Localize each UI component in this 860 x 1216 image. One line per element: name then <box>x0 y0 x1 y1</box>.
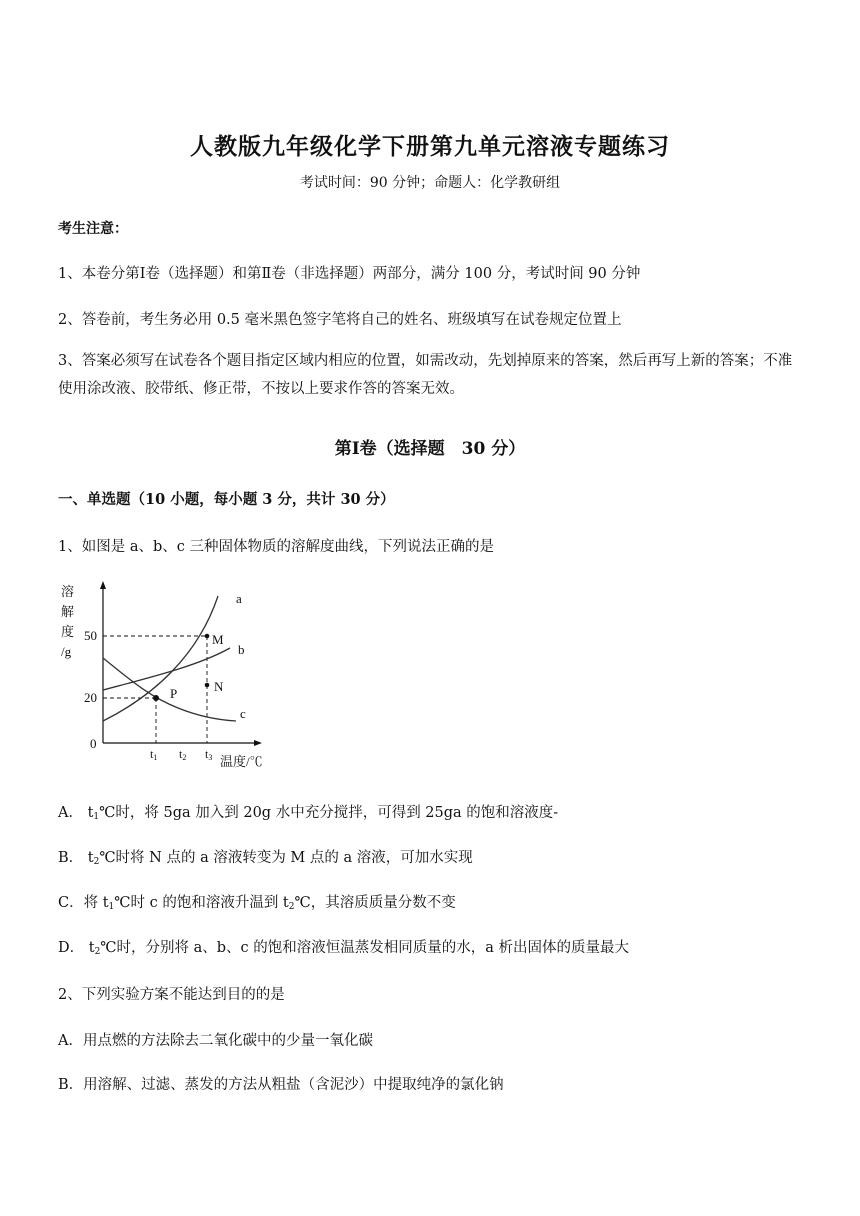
point-label-p: P <box>170 686 178 701</box>
page-title: 人教版九年级化学下册第九单元溶液专题练习 <box>190 133 670 160</box>
q1-option-c: C．将 $t_1℃$时 c 的饱和溶液升温到 $t_2℃$，其溶质质量分数不变 <box>58 895 456 912</box>
y-axis-label-1: 溶 <box>61 584 75 599</box>
y-tick-20: 20 <box>84 690 97 705</box>
q1-option-a: A． $t_1℃$时，将 5ga 加入到 20g 水中充分搅拌，可得到 25ga 的饱和溶液度- <box>58 805 559 822</box>
curve-b <box>103 648 230 690</box>
point-m <box>205 634 210 639</box>
x-axis-arrow <box>254 740 262 746</box>
question-1-stem: 1、如图是 a、b、c 三种固体物质的溶解度曲线，下列说法正确的是 <box>58 539 494 555</box>
notice-heading: 考生注意： <box>58 221 128 237</box>
point-label-n: N <box>214 679 224 694</box>
exam-meta: 考试时间：90 分钟；命题人：化学教研组 <box>299 175 561 191</box>
y-axis-label-2: 解 <box>61 604 75 619</box>
curve-label-b: b <box>238 642 245 657</box>
q2-option-a: A．用点燃的方法除去二氧化碳中的少量一氧化碳 <box>58 1033 373 1049</box>
q1-option-b: B． $t_2℃$时将 N 点的 a 溶液转变为 M 点的 a 溶液，可加水实现 <box>58 850 473 867</box>
section-title: 第Ⅰ卷（选择题 30 分） <box>334 439 526 459</box>
x-tick-t1: t1 <box>150 747 158 762</box>
q1-option-d: D． $t_2℃$时，分别将 a、b、c 的饱和溶液恒温蒸发相同质量的水，a 析出固体的质量最大 <box>58 940 630 957</box>
y-tick-50: 50 <box>84 628 97 643</box>
solubility-chart <box>58 578 298 778</box>
notice-2: 2、答卷前，考生务必用 0.5 毫米黑色签字笔将自己的姓名、班级填写在试卷规定位置上 <box>58 312 622 328</box>
point-n <box>205 683 210 688</box>
point-p <box>153 695 159 701</box>
question-2-stem: 2、下列实验方案不能达到目的的是 <box>58 987 285 1003</box>
curve-label-c: c <box>240 706 246 721</box>
notice-1: 1、本卷分第Ⅰ卷（选择题）和第Ⅱ卷（非选择题）两部分，满分 100 分，考试时间 90 分钟 <box>58 266 641 282</box>
y-axis-label-3: 度 <box>61 624 75 639</box>
point-label-m: M <box>212 632 224 647</box>
x-tick-t3: t3 <box>205 747 213 762</box>
curve-a <box>103 596 218 721</box>
notice-3: 3、答案必须写在试卷各个题目指定区域内相应的位置，如需改动，先划掉原来的答案，然后再写上新的答案；不准使用涂改液、胶带纸、修正带，不按以上要求作答的答案无效。 <box>58 353 793 397</box>
q2-option-b: B．用溶解、过滤、蒸发的方法从粗盐（含泥沙）中提取纯净的氯化钠 <box>58 1077 504 1093</box>
part-heading: 一、单选题（10 小题，每小题 3 分，共计 30 分） <box>58 491 395 508</box>
x-axis-label: 温度/℃ <box>220 754 263 769</box>
y-axis-label-4: /g <box>61 644 72 659</box>
guide-lines <box>103 636 207 743</box>
y-axis-arrow <box>100 581 106 589</box>
x-tick-t2: t2 <box>179 747 187 762</box>
y-tick-0: 0 <box>90 736 97 751</box>
curve-label-a: a <box>236 591 242 606</box>
